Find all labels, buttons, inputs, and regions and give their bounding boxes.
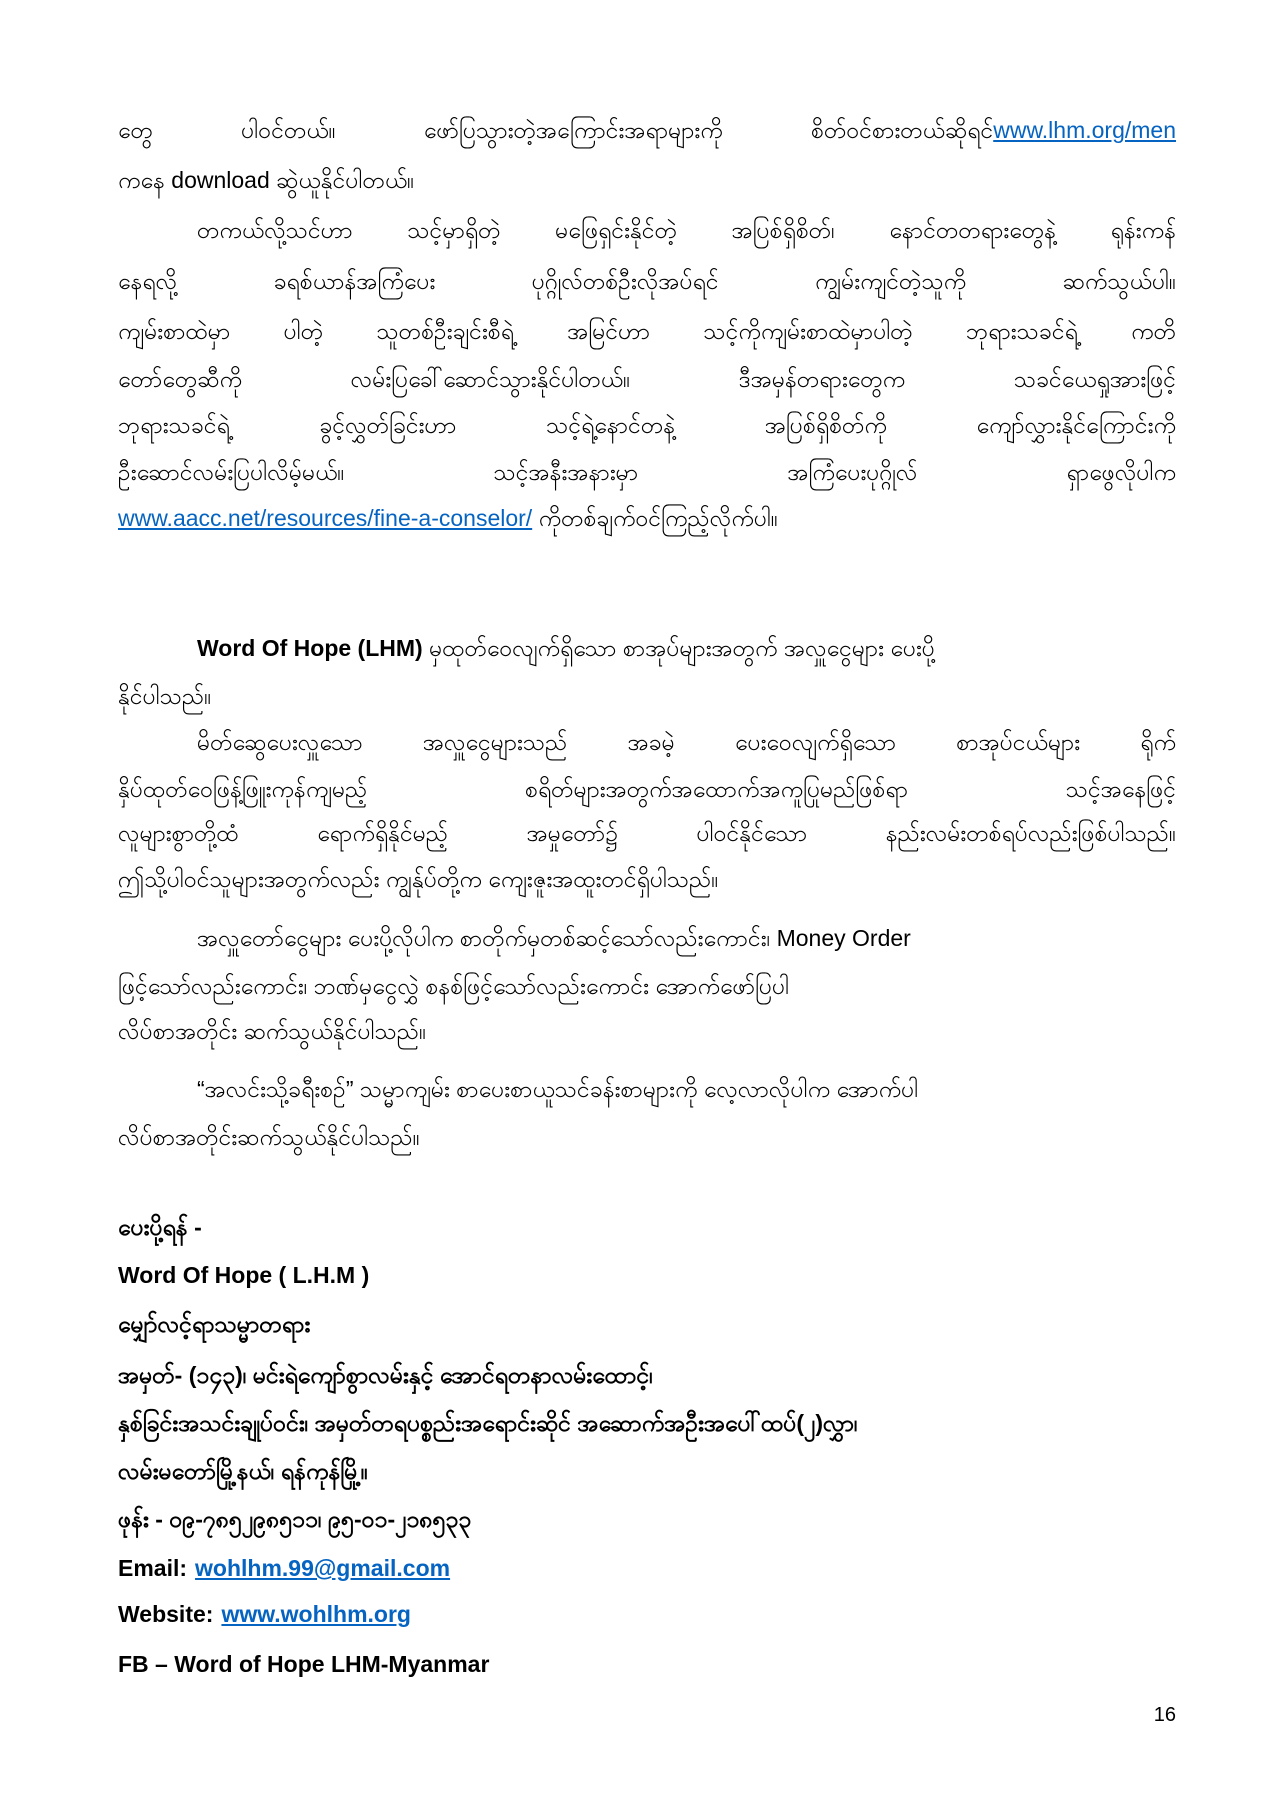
paragraph-line: နေရလို့ ခရစ်ယာန်အကြံပေး ပုဂ္ဂိုလ်တစ်ဦးလိုအပ်ရင် ကျွမ်းကျင်တဲ့သူကို ဆက်သွယ်ပါ။ (118, 268, 1176, 294)
paragraph-line: ကျမ်းစာထဲမှာ ပါတဲ့ သူတစ်ဦးချင်းစီရဲ့ အမြင်ဟာ သင့်ကိုကျမ်းစာထဲမှာပါတဲ့ ဘုရားသခင်ရဲ့ ကတိ (118, 318, 1176, 344)
paragraph-line (197, 624, 1176, 672)
paragraph-line: တော်တွေဆီကို လမ်းပြခေါ်ဆောင်သွားနိုင်ပါတယ်။ ဒီအမှန်တရားတွေက သခင်ယေရှုအားဖြင့် (118, 366, 1176, 392)
phone-numbers: ဖုန်း - ၀၉-၇၈၅၂၉၈၅၁၁၊ ၉၅-၀၁-၂၁၈၅၃၃ (118, 1506, 472, 1532)
address-organization-burmese: မျှော်လင့်ရာသမ္မာတရား (118, 1311, 311, 1337)
website-row (118, 1590, 1176, 1638)
line-text: တွေ ပါဝင်တယ်။ ဖော်ပြသွားတဲ့အကြောင်းအရာများကို စိတ်ဝင်စားတယ်ဆိုရင် (118, 117, 994, 143)
paragraph-line (118, 156, 1176, 204)
paragraph-line: လူများစွာတို့ထံ ရောက်ရှိနိုင်မည့် အမှုတော်၌ ပါဝင်နိုင်သော နည်းလမ်းတစ်ရပ်လည်းဖြစ်ပါသည်။ (118, 820, 1176, 846)
email-row (118, 1544, 1176, 1592)
paragraph-line: နိုင်ပါသည်။ (118, 683, 212, 709)
address-line: လမ်းမတော်မြို့နယ်၊ ရန်ကုန်မြို့။ (118, 1458, 368, 1484)
aacc-counselor-link[interactable]: www.aacc.net/resources/fine-a-conselor/ (118, 505, 533, 531)
paragraph-line: မိတ်ဆွေပေးလှူသော အလှူငွေများသည် အခမဲ့ ပေးဝေလျက်ရှိသော စာအုပ်ငယ်များ ရိုက် (197, 729, 1176, 755)
line-text: မှထုတ်ဝေလျက်ရှိသော စာအုပ်များအတွက် အလှူငွေများ ပေးပို့ (422, 635, 935, 661)
paragraph-line (118, 494, 1176, 542)
line-text: ကနေ download ဆွဲယူနိုင်ပါတယ်။ (118, 167, 415, 193)
facebook-line: FB – Word of Hope LHM-Myanmar (118, 1651, 490, 1677)
paragraph-line: အလှူတော်ငွေများ ပေးပို့လိုပါက စာတိုက်မှတစ်ဆင့်သော်လည်းကောင်း၊ Money Order (197, 925, 911, 951)
line-text: ကိုတစ်ချက်ဝင်ကြည့်လိုက်ပါ။ (532, 505, 778, 531)
paragraph-line: နှိပ်ထုတ်ဝေဖြန့်ဖြူးကုန်ကျမည့် စရိတ်များအတွက်အထောက်အကူပြုမည်ဖြစ်ရာ သင့်အနေဖြင့် (118, 776, 1176, 802)
page-number: 16 (1153, 1704, 1176, 1726)
website-label: Website: (118, 1601, 214, 1627)
address-line: နှစ်ခြင်းအသင်းချုပ်ဝင်း၊ အမှတ်တရပစ္စည်းအရောင်းဆိုင် အဆောက်အဦးအပေါ်ထပ်(၂)လွှာ၊ (118, 1410, 858, 1436)
address-line: အမှတ်- (၁၄၃)၊ မင်းရဲကျော်စွာလမ်းနှင့် အောင်ရတနာလမ်းထောင့်၊ (118, 1362, 653, 1388)
email-label: Email: (118, 1555, 188, 1581)
paragraph-line: ဤသို့ပါဝင်သူများအတွက်လည်း ကျွန်ုပ်တို့က ကျေးဇူးအထူးတင်ရှိပါသည်။ (118, 866, 719, 892)
paragraph-line: ဖြင့်သော်လည်းကောင်း၊ ဘဏ်မှငွေလွှဲ စနစ်ဖြင့်သော်လည်းကောင်း အောက်ဖော်ပြပါ (118, 973, 790, 999)
address-send-to: ပေးပို့ရန် - (118, 1214, 202, 1240)
paragraph-line: လိပ်စာအတိုင်း ဆက်သွယ်နိုင်ပါသည်။ (118, 1018, 427, 1044)
paragraph-line: ဘုရားသခင်ရဲ့ ခွင့်လွှတ်ခြင်းဟာ သင့်ရဲ့နောင်တနဲ့ အပြစ်ရှိစိတ်ကို ကျော်လွှားနိုင်ကြောင်းကို (118, 412, 1176, 438)
website-link[interactable]: www.wohlhm.org (221, 1601, 411, 1627)
paragraph-line (118, 106, 1176, 154)
lhm-website-link[interactable]: www.lhm.org/men (993, 117, 1176, 143)
paragraph-line: ဦးဆောင်လမ်းပြပါလိမ့်မယ်။ သင့်အနီးအနားမှာ အကြံပေးပုဂ္ဂိုလ် ရှာဖွေလိုပါက (118, 459, 1176, 485)
paragraph-line: တကယ်လို့သင်ဟာ သင့်မှာရှိတဲ့ မဖြေရှင်းနိုင်တဲ့ အပြစ်ရှိစိတ်၊ နောင်တတရားတွေနဲ့ ရုန်းကန် (197, 217, 1176, 243)
organization-name: Word Of Hope (LHM) (197, 635, 423, 661)
address-organization: Word Of Hope ( L.H.M ) (118, 1262, 370, 1288)
paragraph-line: “အလင်းသို့ခရီးစဉ်” သမ္မာကျမ်း စာပေးစာယူသင်ခန်းစာများကို လေ့လာလိုပါက အောက်ပါ (197, 1076, 919, 1102)
email-link[interactable]: wohlhm.99@gmail.com (195, 1555, 451, 1581)
paragraph-line: လိပ်စာအတိုင်းဆက်သွယ်နိုင်ပါသည်။ (118, 1124, 420, 1150)
